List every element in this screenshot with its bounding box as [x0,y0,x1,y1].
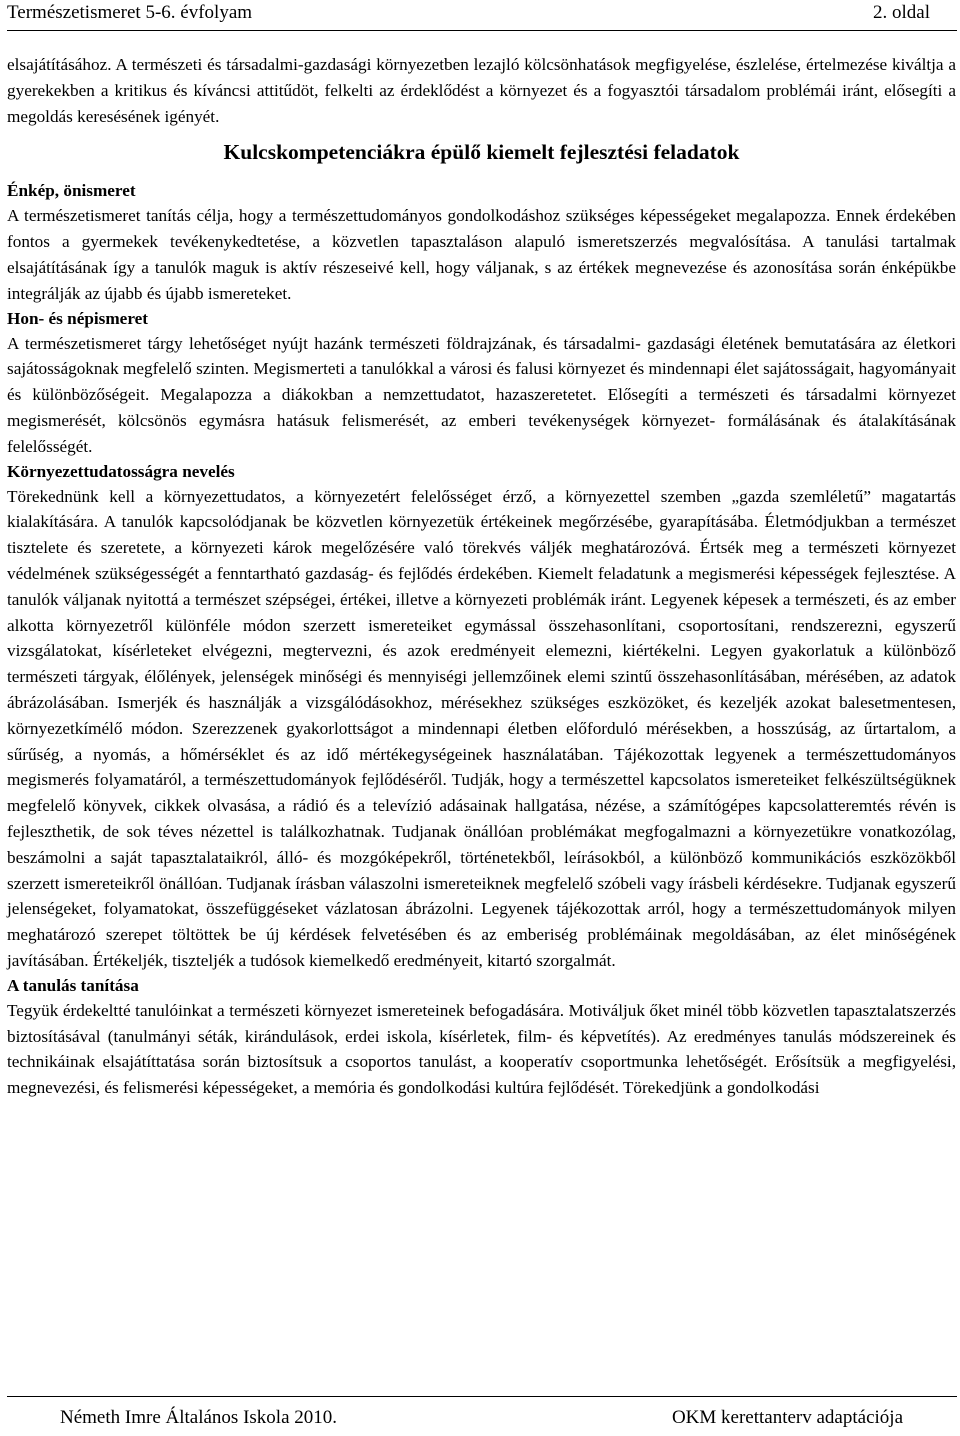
section-title: Hon- és népismeret [7,308,148,328]
header-page-number: 2. oldal [873,2,930,23]
section-paragraph: Törekednünk kell a környezettudatos, a környezetért felelősséget érző, a környezettel szemben „gazda szemléletű” magatartás kialakítására. A tanulók kapcsolódjanak be közvetlen környezetük értékeinek megőrzésébe, gyarapításába. Életmódjukban a természet tisztelete és szeretete, a környezeti károk megelőzésére való törekvés váljék meghatározóvá. Értsék meg a természeti környezet védelmének szükségességét a fenntartható gazdaság- és fejlődés érdekében. Kiemelt feladatunk a megismerési képességek fejlesztése. A tanulók váljanak nyitottá a természet szépségei, értékei, illetve a környezeti problémák iránt. Legyenek képesek a természeti, és az ember alkotta környezetről különféle módon szerzett ismereteiket egymással összehasonlítani, csoportosítani, rendszerezni, egyszerű vizsgálatokat, kísérleteket elvégezni, megtervezni, és azok eredményeit elemezni, kiértékelni. Legyen gyakorlatuk a különböző természeti tárgyak, élőlények, jelenségek minőségi és mennyiségi jellemzőinek elemi szintű összehasonlításában, mérésében, az adatok ábrázolásában. Ismerjék és használják a vizsgálódásokhoz, mérésekhez szükséges eszközöket, és kezeljék azokat balesetmentesen, környezetkímélő módon. Szerezzenek gyakorlottságot a mindennapi életben előforduló mérésekben, a hosszúság, az űrtartalom, a sűrűség, a nyomás, a hőmérséklet és az idő mértékegységeinek használatában. Tájékozottak legyenek a természettudományos megismerés folyamatáról, a természettudományok fejlődéséről. Tudják, hogy a természettel kapcsolatos ismereteiket felkészültségüknek megfelelő könyvek, cikkek olvasása, a rádió és a televízió adásainak hallgatása, nézése, a számítógépes kapcsolatteremtés révén is fejleszthetik, de sok téves nézettel is találkozhatnak. Tudjanak önállóan problémákat megfogalmazni a környezetükre vonatkozólag, beszámolni a saját tapasztalataikról, álló- és mozgóképekről, történetekből, leírásokból, a különböző kommunikációs eszközökből szerzett ismereteikről önállóan. Tudjanak írásban válaszolni ismereteiknek megfelelő szóbeli vagy írásbeli kérdésekre. Tudjanak egyszerű jelenségeket, folyamatokat, összefüggéseket vázlatosan ábrázolni. Legyenek tájékozottak arról, hogy a természettudományok milyen meghatározó szerepet töltöttek be új kérdések felvetésében és az emberiség problémáinak megoldásában, az élet minőségének javításában. Értékeljék, tiszteljék a tudósok kiemelkedő eredményeit, kitartó szorgalmát. [7,486,956,970]
footer-curriculum-note: OKM kerettanterv adaptációja [671,1407,903,1428]
section-kornyezettudatossag [7,460,956,974]
section-hon-nepismeret [7,307,956,460]
header-document-title: Természetismeret 5-6. évfolyam [7,2,253,23]
section-tanulas-tanitasa [7,974,956,1101]
section-paragraph: A természetismeret tárgy lehetőséget nyújt hazánk természeti földrajzának, és társadalmi- gazdasági életének bemutatására az életkori sajátosságoknak megfelelő szinten. Megismerteti a tanulókkal a városi és falusi környezet és mindennapi élet sajátosságait, hagyományait és különbözőségeit. Megalapozza a diákokban a nemzettudatot, hazaszeretetet. Elősegíti a természeti és társadalmi környezet megismerését, kölcsönös egymásra hatásuk felismerését, az emberi tevékenységek környezet- formálásának és átalakításának felelősségét. [7,333,956,456]
section-title: Énkép, önismeret [7,181,136,201]
document-body [7,52,956,1101]
page-footer [0,1407,960,1436]
intro-paragraph: elsajátításához. A természeti és társadalmi-gazdasági környezetben lezajló kölcsönhatások megfigyelése, észlelése, értelmezése kiváltja a gyerekekben a kritikus és kíváncsi attitűdöt, felkelti az érdeklődést a környezet és a fogyasztói társadalom problémái iránt, elősegíti a megoldás keresésének igényét. [7,55,956,126]
main-heading: Kulcskompetenciákra épülő kiemelt fejlesztési feladatok [223,140,740,165]
section-title: A tanulás tanítása [7,975,139,995]
header-divider [7,30,957,31]
section-enkep [7,179,956,306]
section-title: Környezettudatosságra nevelés [7,461,235,481]
footer-school-name: Németh Imre Általános Iskola 2010. [60,1407,338,1428]
section-paragraph: A természetismeret tanítás célja, hogy a természettudományos gondolkodáshoz szükséges képességeket megalapozza. Ennek érdekében fontos a gyermekek tevékenykedtetése, a közvetlen tapasztaláson alapuló ismeretszerzés megvalósítása. A tanulási tartalmak elsajátításának így a tanulók maguk is aktív részeseivé kell, hogy váljanak, s az értékek megnevezése és azonosítása során énképükbe integrálják az újabb és újabb ismereteket. [7,206,956,303]
section-paragraph: Tegyük érdekeltté tanulóinkat a természeti környezet ismereteinek befogadására. Motiváljuk őket minél több közvetlen tapasztalatszerzés biztosításával (tanulmányi séták, kirándulások, erdei iskola, kísérletek, film- és képvetítés). Az eredményes tanulás módszereinek és technikáinak elsajátíttatása során biztosítsuk a csoportos tanulást, a kooperatív csoportmunka lehetőségét. Erősítsük a megfigyelési, megnevezési, és felismerési képességeket, a memória és gondolkodási kultúra fejlődését. Törekedjünk a gondolkodási [7,1000,956,1098]
footer-divider [7,1396,957,1397]
page-header [0,0,960,30]
